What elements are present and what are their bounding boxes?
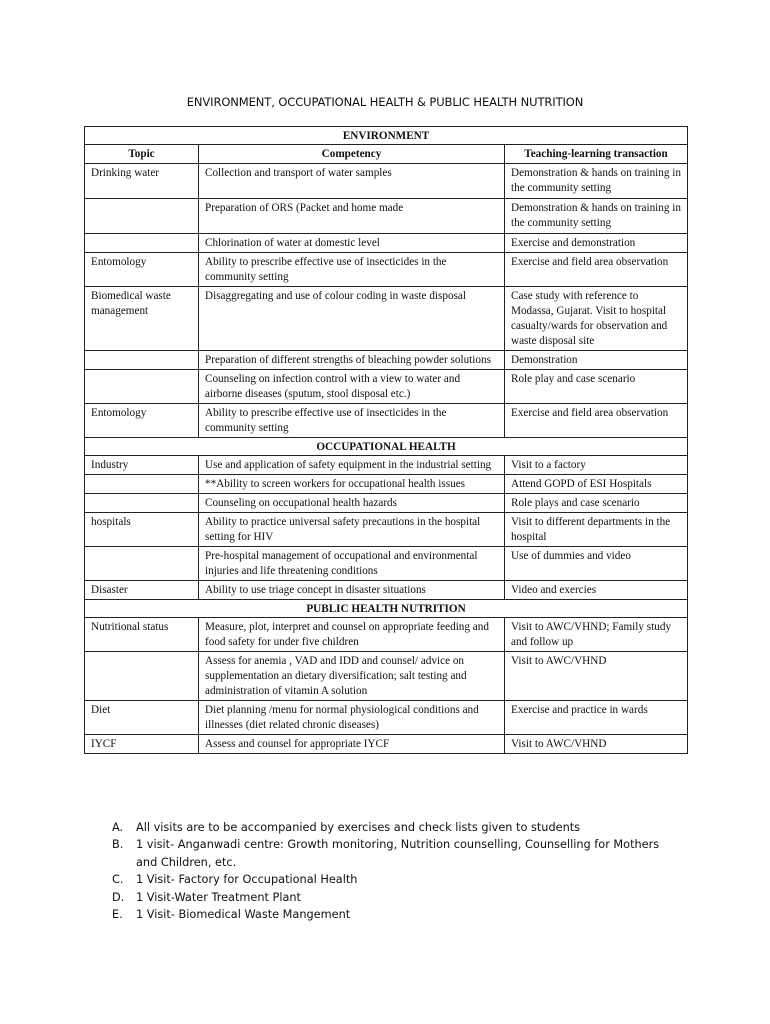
tl-cell: Demonstration (505, 351, 688, 370)
tl-cell: Visit to different departments in the hospital (505, 513, 688, 547)
tl-cell: Visit to AWC/VHND; Family study and follow up (505, 618, 688, 652)
competency-cell: Ability to prescribe effective use of insecticides in the community setting (199, 253, 505, 287)
competency-cell: Diet planning /menu for normal physiological conditions and illnesses (diet related chronic diseases) (199, 701, 505, 735)
note-item (108, 819, 678, 836)
topic-cell: Biomedical waste management (85, 287, 199, 351)
note-text: 1 Visit-Water Treatment Plant (136, 890, 301, 904)
competency-cell: Preparation of ORS (Packet and home made (199, 199, 505, 234)
section-title: ENVIRONMENT (85, 127, 688, 145)
header-topic: Topic (85, 145, 199, 164)
topic-cell (85, 652, 199, 701)
table-row (85, 547, 688, 581)
tl-cell: Exercise and field area observation (505, 253, 688, 287)
table-row (85, 494, 688, 513)
competency-cell: Collection and transport of water samples (199, 164, 505, 199)
competency-cell: Counseling on occupational health hazards (199, 494, 505, 513)
note-marker: E. (112, 908, 123, 922)
note-marker: B. (112, 838, 124, 852)
competency-cell: Measure, plot, interpret and counsel on appropriate feeding and food safety for under five children (199, 618, 505, 652)
table-row (85, 475, 688, 494)
topic-cell (85, 547, 199, 581)
table-row (85, 513, 688, 547)
table-row (85, 404, 688, 438)
competency-cell: Pre-hospital management of occupational and environmental injuries and life threatening conditions (199, 547, 505, 581)
header-competency: Competency (199, 145, 505, 164)
topic-cell: hospitals (85, 513, 199, 547)
topic-cell: IYCF (85, 735, 199, 754)
table-row (85, 618, 688, 652)
topic-cell: Nutritional status (85, 618, 199, 652)
competency-cell: Ability to practice universal safety precautions in the hospital setting for HIV (199, 513, 505, 547)
topic-cell (85, 351, 199, 370)
tl-cell: Role play and case scenario (505, 370, 688, 404)
document-title: ENVIRONMENT, OCCUPATIONAL HEALTH & PUBLIC HEALTH NUTRITION (186, 95, 584, 109)
notes-list (108, 819, 678, 923)
tl-cell: Case study with reference to Modassa, Gujarat. Visit to hospital casualty/wards for observation and waste disposal site (505, 287, 688, 351)
table-row (85, 735, 688, 754)
tl-cell: Use of dummies and video (505, 547, 688, 581)
competency-cell: Use and application of safety equipment in the industrial setting (199, 456, 505, 475)
topic-cell: Industry (85, 456, 199, 475)
note-text: 1 Visit- Biomedical Waste Mangement (136, 908, 351, 922)
tl-cell: Visit to AWC/VHND (505, 652, 688, 701)
section-row-environment (85, 127, 688, 145)
table-row (85, 253, 688, 287)
section-title: PUBLIC HEALTH NUTRITION (85, 600, 688, 618)
note-item (108, 836, 678, 871)
table-row (85, 581, 688, 600)
topic-cell: Diet (85, 701, 199, 735)
competency-cell: Preparation of different strengths of bleaching powder solutions (199, 351, 505, 370)
note-marker: C. (112, 873, 124, 887)
competency-cell: Disaggregating and use of colour coding in waste disposal (199, 287, 505, 351)
competency-cell: Ability to use triage concept in disaster situations (199, 581, 505, 600)
table-row (85, 456, 688, 475)
topic-cell (85, 234, 199, 253)
competency-cell: Counseling on infection control with a view to water and airborne diseases (sputum, stool disposal etc.) (199, 370, 505, 404)
curriculum-table (84, 126, 688, 754)
note-text: 1 visit- Anganwadi centre: Growth monitoring, Nutrition counselling, Counselling for Mothers and Children, etc. (136, 838, 660, 869)
table-row (85, 701, 688, 735)
tl-cell: Exercise and field area observation (505, 404, 688, 438)
competency-cell: Assess and counsel for appropriate IYCF (199, 735, 505, 754)
competency-cell: Chlorination of water at domestic level (199, 234, 505, 253)
topic-cell: Disaster (85, 581, 199, 600)
note-text: All visits are to be accompanied by exercises and check lists given to students (136, 821, 581, 834)
tl-cell: Visit to AWC/VHND (505, 735, 688, 754)
tl-cell: Exercise and practice in wards (505, 701, 688, 735)
tl-cell: Demonstration & hands on training in the community setting (505, 164, 688, 199)
tl-cell: Role plays and case scenario (505, 494, 688, 513)
section-title: OCCUPATIONAL HEALTH (85, 438, 688, 456)
table-row (85, 351, 688, 370)
topic-cell: Entomology (85, 404, 199, 438)
table-row (85, 199, 688, 234)
table-row (85, 164, 688, 199)
competency-cell: Ability to prescribe effective use of insecticides in the community setting (199, 404, 505, 438)
tl-cell: Demonstration & hands on training in the community setting (505, 199, 688, 234)
tl-cell: Video and exercies (505, 581, 688, 600)
note-marker: A. (112, 821, 124, 834)
competency-cell: **Ability to screen workers for occupational health issues (199, 475, 505, 494)
topic-cell (85, 199, 199, 234)
header-row (85, 145, 688, 164)
tl-cell: Visit to a factory (505, 456, 688, 475)
table-row (85, 370, 688, 404)
note-text: 1 Visit- Factory for Occupational Health (136, 873, 358, 887)
note-marker: D. (112, 890, 125, 904)
topic-cell: Drinking water (85, 164, 199, 199)
section-row-occupational (85, 438, 688, 456)
note-item (108, 906, 678, 923)
topic-cell (85, 370, 199, 404)
table-row (85, 234, 688, 253)
topic-cell: Entomology (85, 253, 199, 287)
tl-cell: Exercise and demonstration (505, 234, 688, 253)
note-item (108, 871, 678, 888)
topic-cell (85, 494, 199, 513)
table-row (85, 652, 688, 701)
topic-cell (85, 475, 199, 494)
note-item (108, 889, 678, 906)
tl-cell: Attend GOPD of ESI Hospitals (505, 475, 688, 494)
section-row-nutrition (85, 600, 688, 618)
header-teaching-learning: Teaching-learning transaction (505, 145, 688, 164)
competency-cell: Assess for anemia , VAD and IDD and counsel/ advice on supplementation an dietary diversification; salt testing and administration of vitamin A solution (199, 652, 505, 701)
table-row (85, 287, 688, 351)
